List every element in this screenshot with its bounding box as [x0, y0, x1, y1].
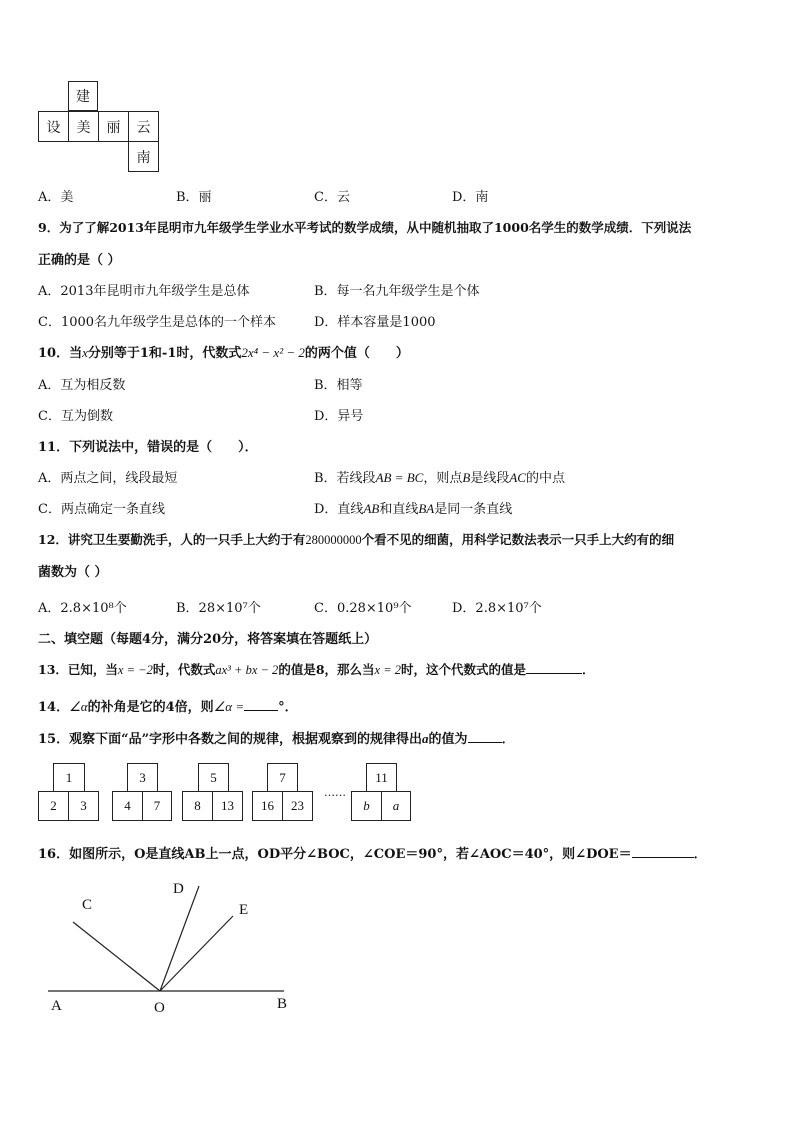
q10-option-b: B．相等 [314, 378, 363, 393]
pin-right: 23 [282, 791, 313, 821]
q15-stem: 15．观察下面“品”字形中各数之间的规律，根据观察到的规律得出a的值为 ． [38, 731, 515, 747]
q8-option-a: A．美 [38, 190, 74, 205]
pin-right: 7 [142, 791, 172, 821]
net-cell: 云 [128, 111, 159, 142]
q12-option-a: A．2.8×10⁸个 [38, 601, 127, 616]
pin-left: 4 [112, 791, 143, 821]
label-b: B [277, 996, 288, 1012]
label-o: O [154, 1000, 165, 1016]
expression: 2x⁴ − x² − 2 [241, 345, 305, 360]
q8-option-c: C．云 [314, 190, 350, 205]
label-a: A [51, 998, 62, 1014]
q8-option-b: B．丽 [176, 190, 212, 205]
q11-option-d: D．直线AB和直线BA是同一条直线 [314, 501, 513, 517]
q12-option-d: D．2.8×10⁷个 [452, 601, 542, 616]
q8-option-d: D．南 [452, 190, 489, 205]
q11-option-a: A．两点之间，线段最短 [38, 471, 178, 486]
q11-option-c: C．两点确定一条直线 [38, 502, 165, 517]
net-cell: 丽 [98, 111, 129, 142]
q12-option-b: B．28×10⁷个 [176, 601, 261, 616]
variable-x: x [82, 345, 88, 360]
q10-option-c: C．互为倒数 [38, 409, 113, 424]
pin-top: 7 [267, 763, 298, 792]
q12-stem-line2: 菌数为（ ） [38, 565, 108, 580]
q12-stem-line1: 12．讲究卫生要勤洗手，人的一只手上大约于有280000000个看不见的细菌，用科学记数法表示一只手上大约有的细 [38, 532, 675, 547]
pin-left: b [351, 791, 382, 821]
ray-oc [73, 922, 160, 991]
ray-oe [160, 916, 233, 991]
answer-blank [244, 710, 278, 711]
q16-stem: 16．如图所示，O是直线AB上一点，OD平分∠BOC，∠COE＝90°，若∠AOC＝40°，则∠DOE＝ ． [38, 847, 707, 862]
label-e: E [239, 902, 249, 918]
answer-blank [632, 857, 694, 858]
answer-blank [526, 673, 582, 674]
q10-option-a: A．互为相反数 [38, 378, 126, 393]
pin-right: 13 [212, 791, 243, 821]
pin-top: 1 [53, 763, 85, 792]
net-cell-top: 建 [68, 81, 98, 111]
q11-stem: 11．下列说法中，错误的是（ ）． [38, 440, 258, 455]
pin-left: 2 [38, 791, 69, 821]
net-cell-bottom: 南 [128, 141, 159, 172]
pin-left: 8 [182, 791, 213, 821]
q9-option-c: C．1000名九年级学生是总体的一个样本 [38, 315, 277, 330]
label-d: D [173, 881, 184, 897]
pin-right: a [381, 791, 411, 821]
section-heading: 二、填空题（每题4分，满分20分，将答案填在答题纸上） [38, 632, 378, 647]
q10-stem: 10．当x分别等于1和-1时，代数式2x⁴ − x² − 2的两个值（ ） [38, 345, 409, 361]
q11-option-b: B．若线段AB = BC，则点B是线段AC的中点 [314, 470, 565, 486]
q14-stem: 14．∠α的补角是它的4倍，则∠α = °． [38, 699, 298, 715]
q9-option-b: B．每一名九年级学生是个体 [314, 284, 480, 299]
net-cell: 美 [68, 111, 99, 142]
q10-option-d: D．异号 [314, 409, 364, 424]
q9-stem-line2: 正确的是（ ） [38, 253, 121, 268]
q9-option-d: D．样本容量是1000 [314, 315, 436, 330]
ellipsis: …… [324, 786, 346, 799]
answer-blank [468, 742, 502, 743]
pin-top: 5 [198, 763, 229, 792]
q13-stem: 13．已知，当x = −2时，代数式ax³ + bx − 2的值是8，那么当x = 2时，这个代数式的值是 ． [38, 662, 595, 677]
q12-option-c: C．0.28×10⁹个 [314, 601, 412, 616]
q9-option-a: A．2013年昆明市九年级学生是总体 [38, 284, 250, 299]
net-cell: 设 [38, 111, 69, 142]
q9-stem-line1: 9．为了了解2013年昆明市九年级学生学业水平考试的数学成绩，从中随机抽取了1000名学生的数学成绩．下列说法 [38, 220, 692, 235]
ray-od [160, 886, 199, 991]
pin-top: 3 [127, 763, 158, 792]
pin-left: 16 [252, 791, 283, 821]
pin-top: 11 [366, 763, 397, 792]
pin-right: 3 [68, 791, 99, 821]
label-c: C [82, 897, 93, 913]
